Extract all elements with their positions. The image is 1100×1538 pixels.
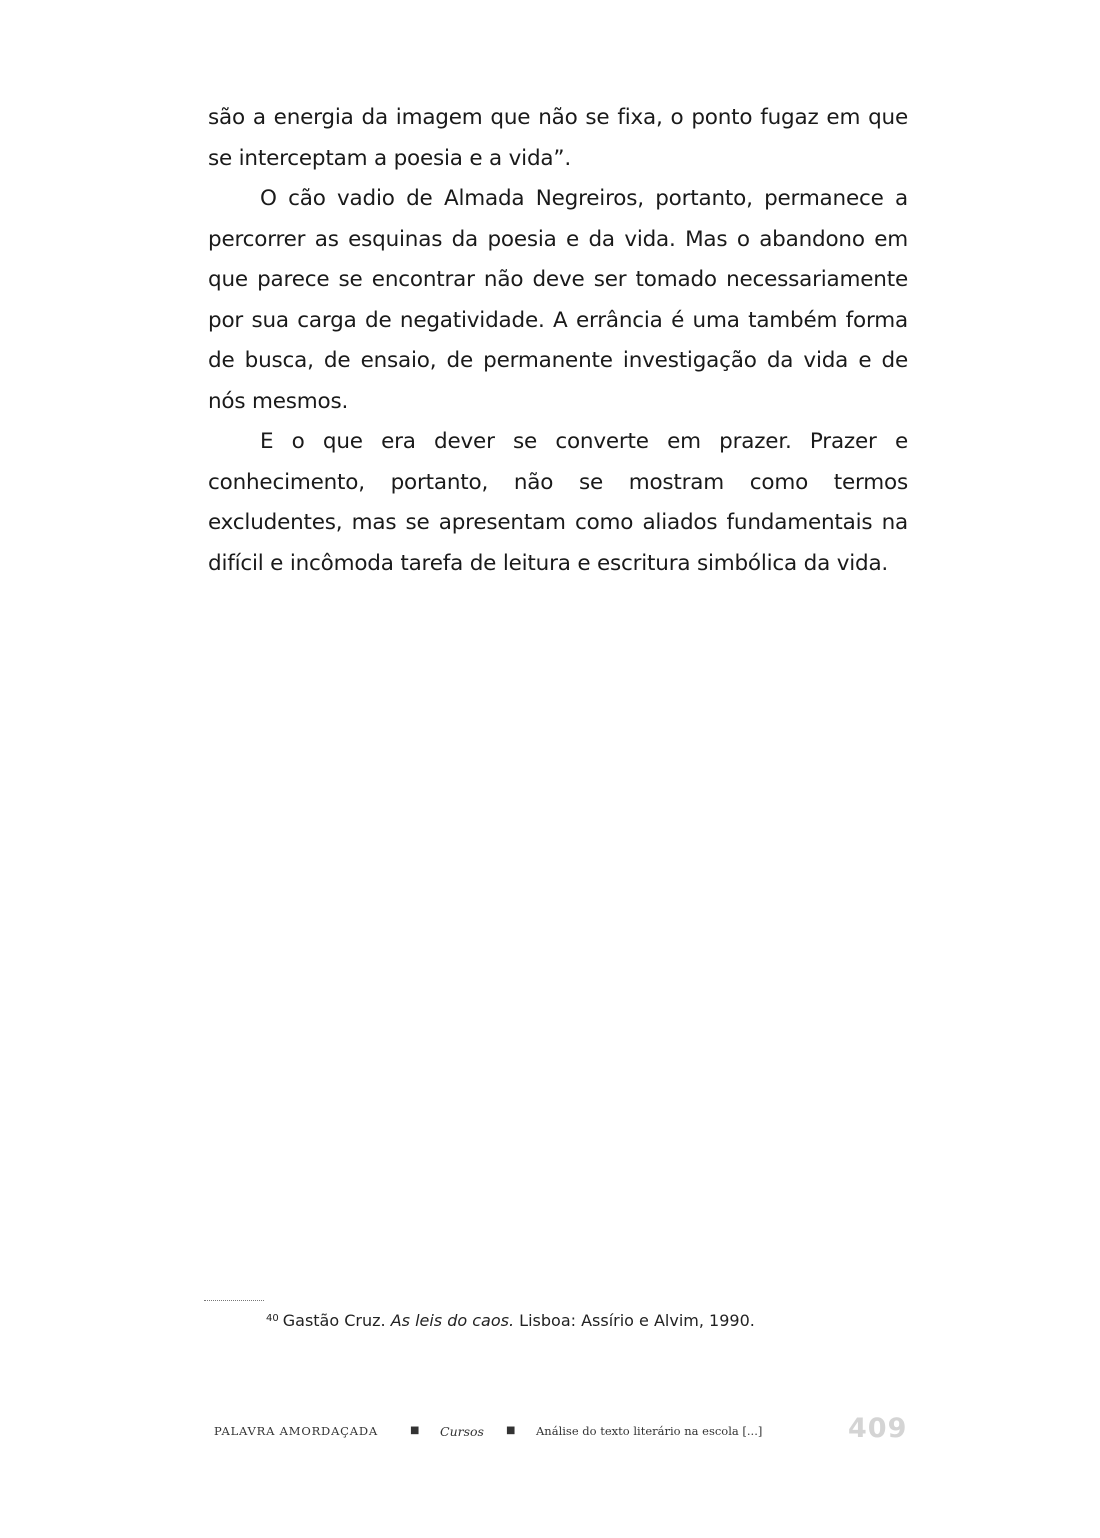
body-text xyxy=(208,98,908,584)
footer-separator: ■ xyxy=(410,1425,420,1436)
footer-chapter: Análise do texto literário na escola [...] xyxy=(536,1424,763,1438)
footnote-divider xyxy=(204,1300,264,1301)
paragraph: O cão vadio de Almada Negreiros, portanto, permanece a percorrer as esquinas da poesia e da vida. Mas o abandono em que parece se encontrar não deve ser tomado necessariamente por sua carga de negatividade. A errância é uma também forma de busca, de ensaio, de permanente investigação da vida e de nós mesmos. xyxy=(208,186,908,414)
footer-series: Cursos xyxy=(440,1424,484,1439)
footnote-number: 40 xyxy=(266,1313,279,1324)
footnote-publication: Lisboa: Assírio e Alvim, 1990. xyxy=(519,1311,755,1330)
footer-book-title: PALAVRA AMORDAÇADA xyxy=(214,1424,379,1438)
footnote-author: Gastão Cruz. xyxy=(282,1311,386,1330)
paragraph: E o que era dever se converte em prazer. Prazer e conhecimento, portanto, não se mostram como termos excludentes, mas se apresentam como aliados fundamentais na difícil e incômoda tarefa de leitura e escritura simbólica da vida. xyxy=(208,429,908,576)
footnote xyxy=(266,1306,755,1334)
footer-separator: ■ xyxy=(506,1425,516,1436)
footnote-title: As leis do caos. xyxy=(390,1311,515,1330)
running-footer xyxy=(214,1418,914,1448)
paragraph-continued: são a energia da imagem que não se fixa, o ponto fugaz em que se interceptam a poesia e a vida”. xyxy=(208,105,908,171)
page-number: 409 xyxy=(848,1413,908,1444)
